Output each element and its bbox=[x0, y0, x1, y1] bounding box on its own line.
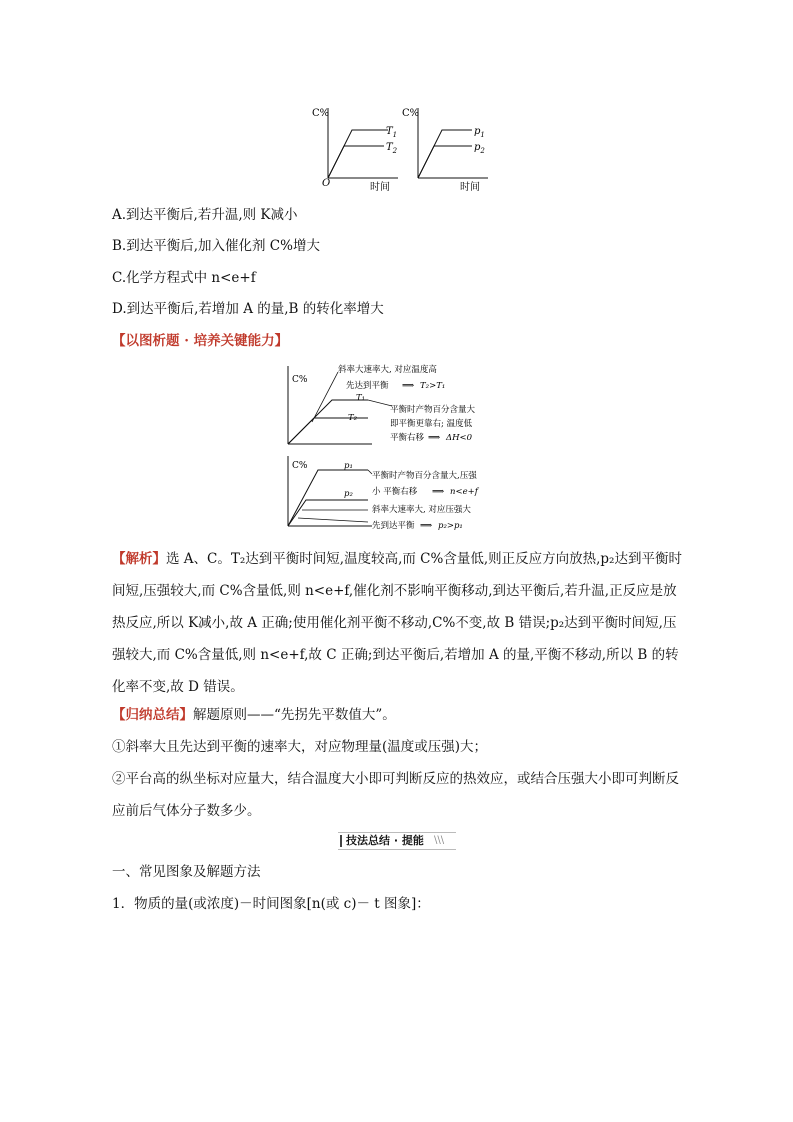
summary-point-2: ②平台高的纵坐标对应量大，结合温度大小即可判断反应的热效应，或结合压强大小即可判断反应前后气体分子数多少。 bbox=[112, 771, 679, 819]
option-a: A.到达平衡后,若升温,则 K减小 bbox=[112, 207, 298, 223]
top-ylabel: C% bbox=[292, 375, 308, 385]
top-arrow2: ⟹ bbox=[428, 433, 441, 443]
graph-temperature bbox=[312, 108, 398, 193]
option-b: B.到达平衡后,加入催化剂 C%增大 bbox=[112, 238, 320, 254]
bottom-arrow2: ⟹ bbox=[420, 521, 433, 531]
top-t1: T₁ bbox=[356, 393, 366, 403]
top-ann1: 斜率大速率大, 对应温度高 bbox=[338, 365, 437, 375]
bottom-ann4b: p₂>p₁ bbox=[438, 521, 463, 531]
left-origin: O bbox=[322, 178, 331, 189]
summary-label: 【归纳总结】 bbox=[112, 707, 193, 723]
bottom-ann4: 先到达平衡 bbox=[372, 521, 415, 531]
bottom-ann2b: n<e+f bbox=[450, 487, 478, 497]
analysis-paragraph bbox=[112, 543, 684, 703]
bottom-p1: p₁ bbox=[344, 461, 353, 471]
right-ylabel: C% bbox=[402, 108, 420, 119]
label-t2: $T_2$ bbox=[386, 142, 398, 155]
figure-2-annotated-graphs bbox=[282, 360, 522, 536]
bottom-arrow1: ⟹ bbox=[432, 487, 445, 497]
label-t1: $T_1$ bbox=[386, 126, 398, 139]
graph-pressure bbox=[402, 108, 488, 193]
banner-label: 技法总结 · 提能 bbox=[346, 834, 424, 847]
section-banner bbox=[338, 832, 456, 850]
right-xlabel: 时间 bbox=[460, 182, 480, 193]
summary-title: 解题原则——“先拐先平数值大”。 bbox=[193, 707, 396, 723]
summary-point-1: ①斜率大且先达到平衡的速率大，对应物理量(温度或压强)大； bbox=[112, 739, 488, 755]
analysis-text: 选 A、C。T₂达到平衡时间短,温度较高,而 C%含量低,则正反应方向放热,p₂达到平衡时间短,压强较大,而 C%含量低,则 n<e+f,催化剂不影响平衡移动,到达平衡后,若升温,正反应是放热反应,所以 K减小,故 A 正确;使用催化剂平衡不移动,C%不变,故 B 错误;p₂达到平衡时间短,压强较大,而 C%含量低,则 n<e+f,故 C 正确;到达平衡后,若增加 A 的量,平衡不移动,所以 B 的转化率不变,故 D 错误。 bbox=[112, 551, 682, 695]
top-ann4: 即平衡更靠右; 温度低 bbox=[390, 419, 473, 429]
bottom-ann3: 斜率大速率大, 对应压强大 bbox=[372, 505, 471, 515]
bottom-p2: p₂ bbox=[344, 489, 353, 499]
top-ann5: 平衡右移 bbox=[390, 433, 425, 443]
bottom-ann2: 小 平衡右移 bbox=[372, 487, 418, 497]
item-1-title: 1．物质的量(或浓度)－时间图象[n(或 c)－ t 图象]： bbox=[112, 896, 430, 912]
top-ann3: 平衡时产物百分含量大 bbox=[390, 405, 476, 415]
section-1-title: 一、常见图象及解题方法 bbox=[112, 864, 261, 880]
analysis-label: 【解析】 bbox=[112, 551, 166, 567]
annotated-graph-pressure bbox=[288, 456, 480, 531]
summary-title-line bbox=[112, 707, 396, 723]
banner-left-bar bbox=[340, 835, 342, 847]
label-p2: $p_2$ bbox=[474, 142, 485, 155]
top-ann5b: ΔH<0 bbox=[446, 433, 473, 443]
annotated-graph-temperature bbox=[288, 364, 476, 444]
option-d: D.到达平衡后,若增加 A 的量,B 的转化率增大 bbox=[112, 301, 384, 317]
left-ylabel: C% bbox=[312, 108, 330, 119]
left-xlabel: 时间 bbox=[370, 182, 390, 193]
top-t2: T₂ bbox=[348, 413, 358, 423]
top-ann2: 先达到平衡 bbox=[346, 381, 389, 391]
bottom-ann1: 平衡时产物百分含量大,压强 bbox=[372, 471, 477, 481]
banner-slash-decoration: \\\ bbox=[434, 835, 445, 846]
figure-1-graphs bbox=[300, 100, 500, 196]
section-heading: 【以图析题 · 培养关键能力】 bbox=[112, 333, 289, 349]
option-c: C.化学方程式中 n<e+f bbox=[112, 270, 256, 286]
label-p1: $p_1$ bbox=[474, 126, 485, 139]
top-ann2b: T₂>T₁ bbox=[420, 381, 446, 391]
bottom-ylabel: C% bbox=[292, 461, 308, 471]
top-arrow1: ⟹ bbox=[402, 381, 415, 391]
